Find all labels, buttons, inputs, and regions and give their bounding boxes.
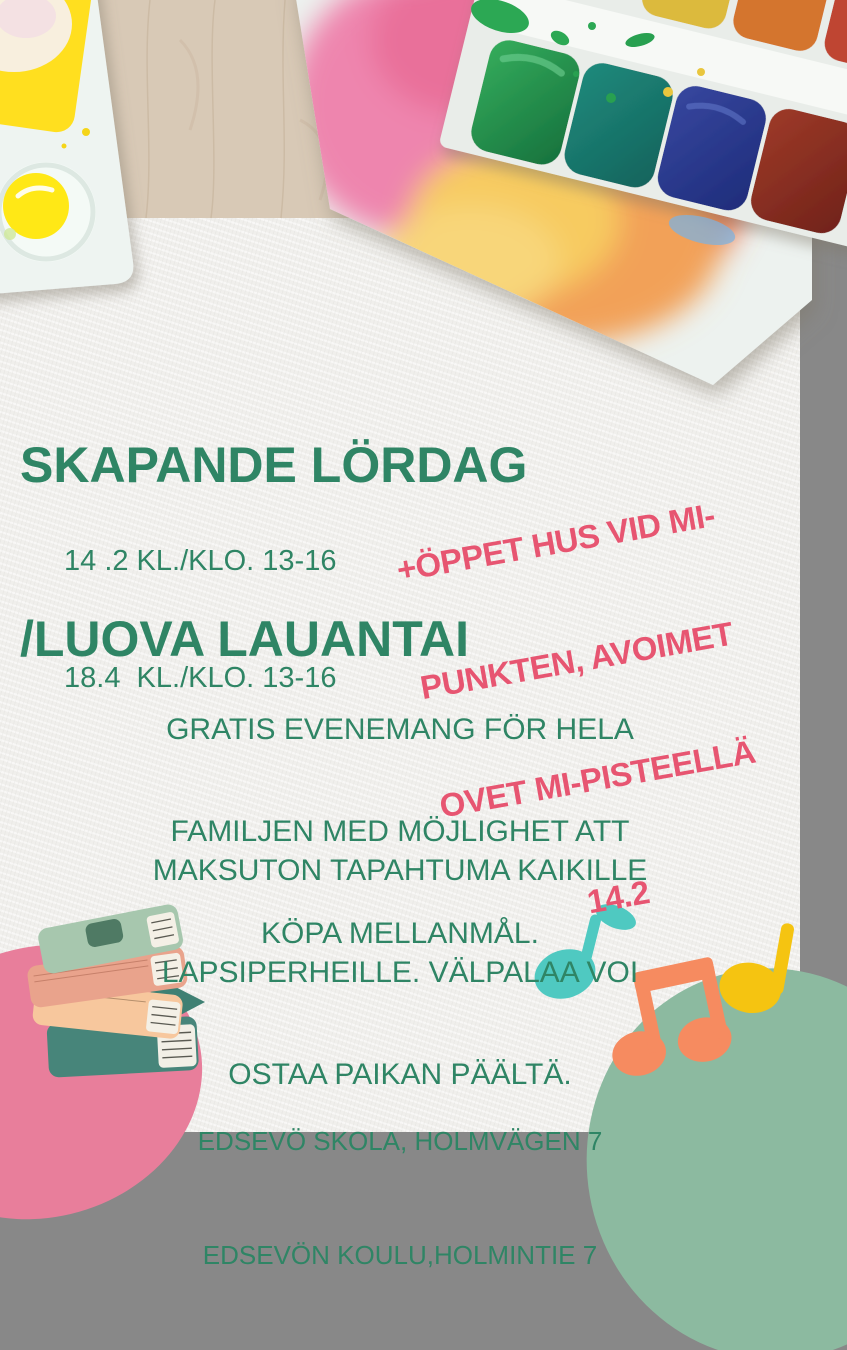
address-finnish: EDSEVÖN KOULU,HOLMINTIE 7: [202, 1240, 598, 1270]
description-finnish: MAKSUTON TAPAHTUMA KAIKILLE LAPSIPERHEILLE. VÄLPALAA VOI OSTAA PAIKAN PÄÄLTÄ.: [152, 854, 648, 1091]
description-swedish: GRATIS EVENEMANG FÖR HELA FAMILJEN MED MÖJLIGHET ATT KÖPA MELLANMÅL.: [166, 713, 634, 950]
title-swedish: SKAPANDE LÖRDAG: [20, 437, 528, 493]
schedule-date-2: 18.4 KL./KLO. 13-16: [64, 662, 337, 694]
address-swedish: EDSEVÖ SKOLA, HOLMVÄGEN 7: [197, 1126, 603, 1156]
event-address: [0, 1046, 800, 1350]
schedule-date-1: 14 .2 KL./KLO. 13-16: [64, 545, 337, 577]
title-finnish: /LUOVA LAUANTAI: [20, 611, 470, 667]
open-house-note: +ÖPPET HUS VID MI- PUNKTEN, AVOIMET OVET MI-PISTEELLÄ 14.2: [393, 496, 758, 921]
